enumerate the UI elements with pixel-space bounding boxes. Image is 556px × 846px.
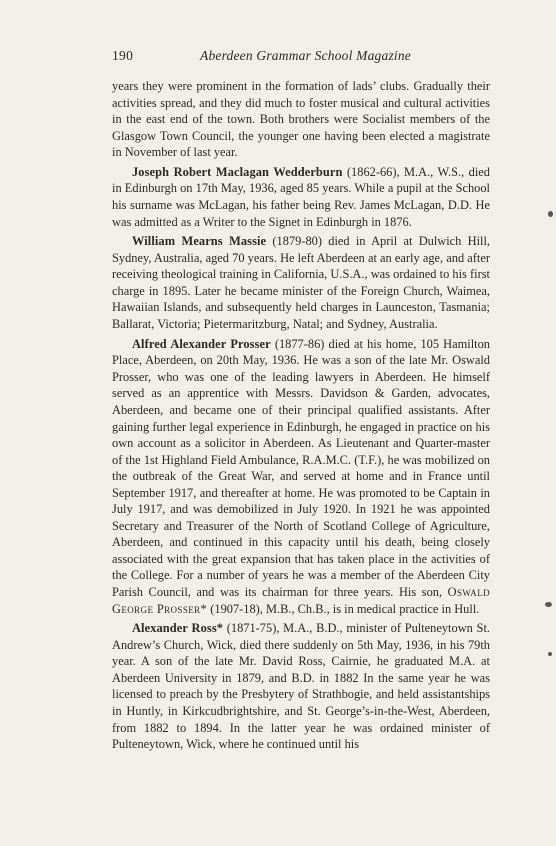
obituary-text: (1862-66), M.A., W.S., died in Edinburgh on 17th May, 1936, aged 85 years. While a pupil at the School his surname was McLagan, his father being Rev. James McLagan, D.D. He was admitted as a Writer to the Signet in Edinburgh in 1876.: [112, 164, 490, 229]
obituary-text: (1877-86) died at his home, 105 Hamilton Place, Aberdeen, on 20th May, 1936. He was a son of the late Mr. Oswald Prosser, who was one of the leading lawyers in Aberdeen. He himself served as an apprentice with Messrs. Davidson & Garden, advocates, Aberdeen, and became one of their principal qualified assistants. After gaining further legal experience in Edinburgh, he engaged in practice on his own account as a solicitor in Aberdeen. As Lieutenant and Quarter-master of the 1st Highland Field Ambulance, R.A.M.C. (T.F.), he was mobilized on the outbreak of the Great War, and served at home and in France until September 1917, and thereafter at home. He was promoted to be Captain in July 1917, and was demobilized in July 1920. In 1921 he was appointed Secretary and Treasurer of the North of Scotland College of Agriculture, Aberdeen, and continued in this capacity until his death, being closely associated with the great expansion that has taken place in the activities of the College. For a number of years he was a member of the Aberdeen City Parish Council, and was its chairman for three years. His son,: [112, 336, 490, 599]
obituary-prosser: [112, 336, 490, 617]
obituary-name: Joseph Robert Maclagan Wedderburn: [132, 164, 343, 179]
obituary-text: (1879-80) died in April at Dulwich Hill, Sydney, Australia, aged 70 years. He left Aberdeen at an early age, and after receiving theological training in California, U.S.A., was ordained to his first charge in 1895. Later he became minister of the Foreign Church, Waimea, Hawaiian Islands, and subsequently held charges in Launceston, Tasmania; Ballarat, Victoria; Pietermaritzburg, Natal; and Sydney, Australia.: [112, 234, 491, 332]
obituary-text-end: (1907-18), M.B., Ch.B., is in medical practice in Hull.: [207, 601, 480, 616]
running-title: Aberdeen Grammar School Magazine: [200, 48, 411, 63]
article-body: [112, 78, 490, 756]
obituary-wedderburn: [112, 164, 490, 230]
obituary-name: Alfred Alexander Prosser: [132, 336, 271, 351]
page-number: 190: [112, 48, 134, 63]
ink-speck: [548, 652, 552, 656]
obituary-name: Alexander Ross*: [132, 621, 224, 636]
paragraph-text: years they were prominent in the formation of lads’ clubs. Gradually their activities spread, and they did much to foster musical and cultural activities in the east end of the town. Both brothers were Socialist members of the Glasgow Town Council, the younger one having been elected a magistrate in November of last year.: [112, 79, 490, 160]
obituary-ross: [112, 620, 490, 752]
obituary-text: (1871-75), M.A., B.D., minister of Pulteneytown St. Andrew’s Church, Wick, died there suddenly on 5th May, 1936, in his 79th year. A son of the late Mr. David Ross, Cairnie, he graduated M.A. at Aberdeen University in 1879, and B.D. in 1882 In the same year he was licensed to preach by the Presbytery of Strathbogie, and held assistantships in Huntly, in Kirkcudbrightshire, and St. George’s-in-the-West, Aberdeen, from 1882 to 1894. In the latter year he was ordained minister of Pulteneytown, Wick, where he continued until his: [112, 621, 490, 752]
ink-speck: [545, 602, 552, 607]
page-header: [112, 46, 490, 66]
son-name: Oswald George Prosser*: [112, 584, 490, 616]
ink-speck: [548, 211, 553, 217]
obituary-massie: [112, 233, 490, 332]
obituary-name: William Mearns Massie: [132, 234, 267, 249]
paragraph-continuation: [112, 78, 490, 161]
